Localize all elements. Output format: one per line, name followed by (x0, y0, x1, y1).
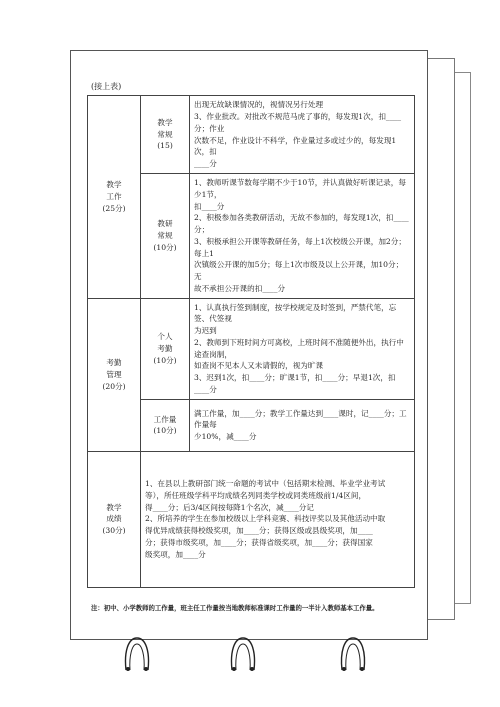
table-row (88, 451, 415, 587)
item-content-cell: 1、认真执行签到制度，按学校规定及时签到，严禁代笔，忘签、代签视 为迟到 2、教师到下班时间方可离校，上班时间不准随便外出，执行中途查岗制， 如查岗不见本人又未请假的，视为旷课 3、迟到1次，扣____分；旷课1节，扣____分；早退1次，扣____分 (190, 298, 415, 399)
category-cell: 教学 工作 (25分) (88, 96, 141, 299)
item-content-cell: 1、教师听课节数每学期不少于10节，并认真做好听课记录，每少1节， 扣____分 2、积极参加各类教研活动，无故不参加的，每发现1次，扣____分； 3、积极承担公开课等教研任务，每上1次校级公开课，加2分；每上1 次镇级公开课的加5分；每上1次市级及以上公开课，加10分；无 故不承担公开课的扣____分 (190, 174, 415, 299)
binder-ring-icon (228, 632, 258, 672)
binder-ring-icon (122, 632, 152, 672)
evaluation-table (87, 95, 415, 588)
item-content-cell: 出现无故缺课情况的，视情况另行处理 3、作业批改。对批改不规范马虎了事的，每发现1次，扣____分；作业 次数不足，作业设计不科学，作业量过多或过少的，每发现1次，扣 ____分 (190, 96, 415, 174)
continued-label: (接上表) (91, 82, 122, 91)
item-content-cell: 1、在县以上教研部门统一命题的考试中（包括期末检测、毕业学业考试 等），所任班级学科平均成绩名列同类学校或同类班级前1/4区间， 得____分；后3/4区间按每降1个名次，减____分记 2、所培养的学生在参加校级以上学科竞赛、科技评奖以及其他活动中取 得优异成绩获得校级奖项，加____分；获得区级或县级奖项，加____ 分；获得市级奖项，加____分；获得省级奖项，加____分；获得国家 级奖项，加____分 (141, 451, 415, 587)
binder-ring-icon (338, 632, 368, 672)
table-row (88, 298, 415, 399)
back-page-1 (428, 58, 455, 620)
table-row (88, 96, 415, 174)
item-name-cell: 工作量 (10分) (141, 399, 190, 451)
category-cell: 考勤 管理 (20分) (88, 298, 141, 451)
item-name-cell: 教研 常规 (10分) (141, 174, 190, 299)
item-name-cell: 教学 常规 (15) (141, 96, 190, 174)
category-cell: 教学 成绩 (30分) (88, 451, 141, 587)
footnote: 注：初中、小学教师的工作量，班主任工作量按当地教师标准课时工作量的一半计入教师基本工作量。 (91, 604, 379, 612)
item-content-cell: 满工作量，加____分；教学工作量达到____课时，记____分；工作量每 少10%，减____分 (190, 399, 415, 451)
back-page-2 (454, 72, 471, 604)
document-sheet (70, 50, 428, 640)
item-name-cell: 个人 考勤 (10分) (141, 298, 190, 399)
